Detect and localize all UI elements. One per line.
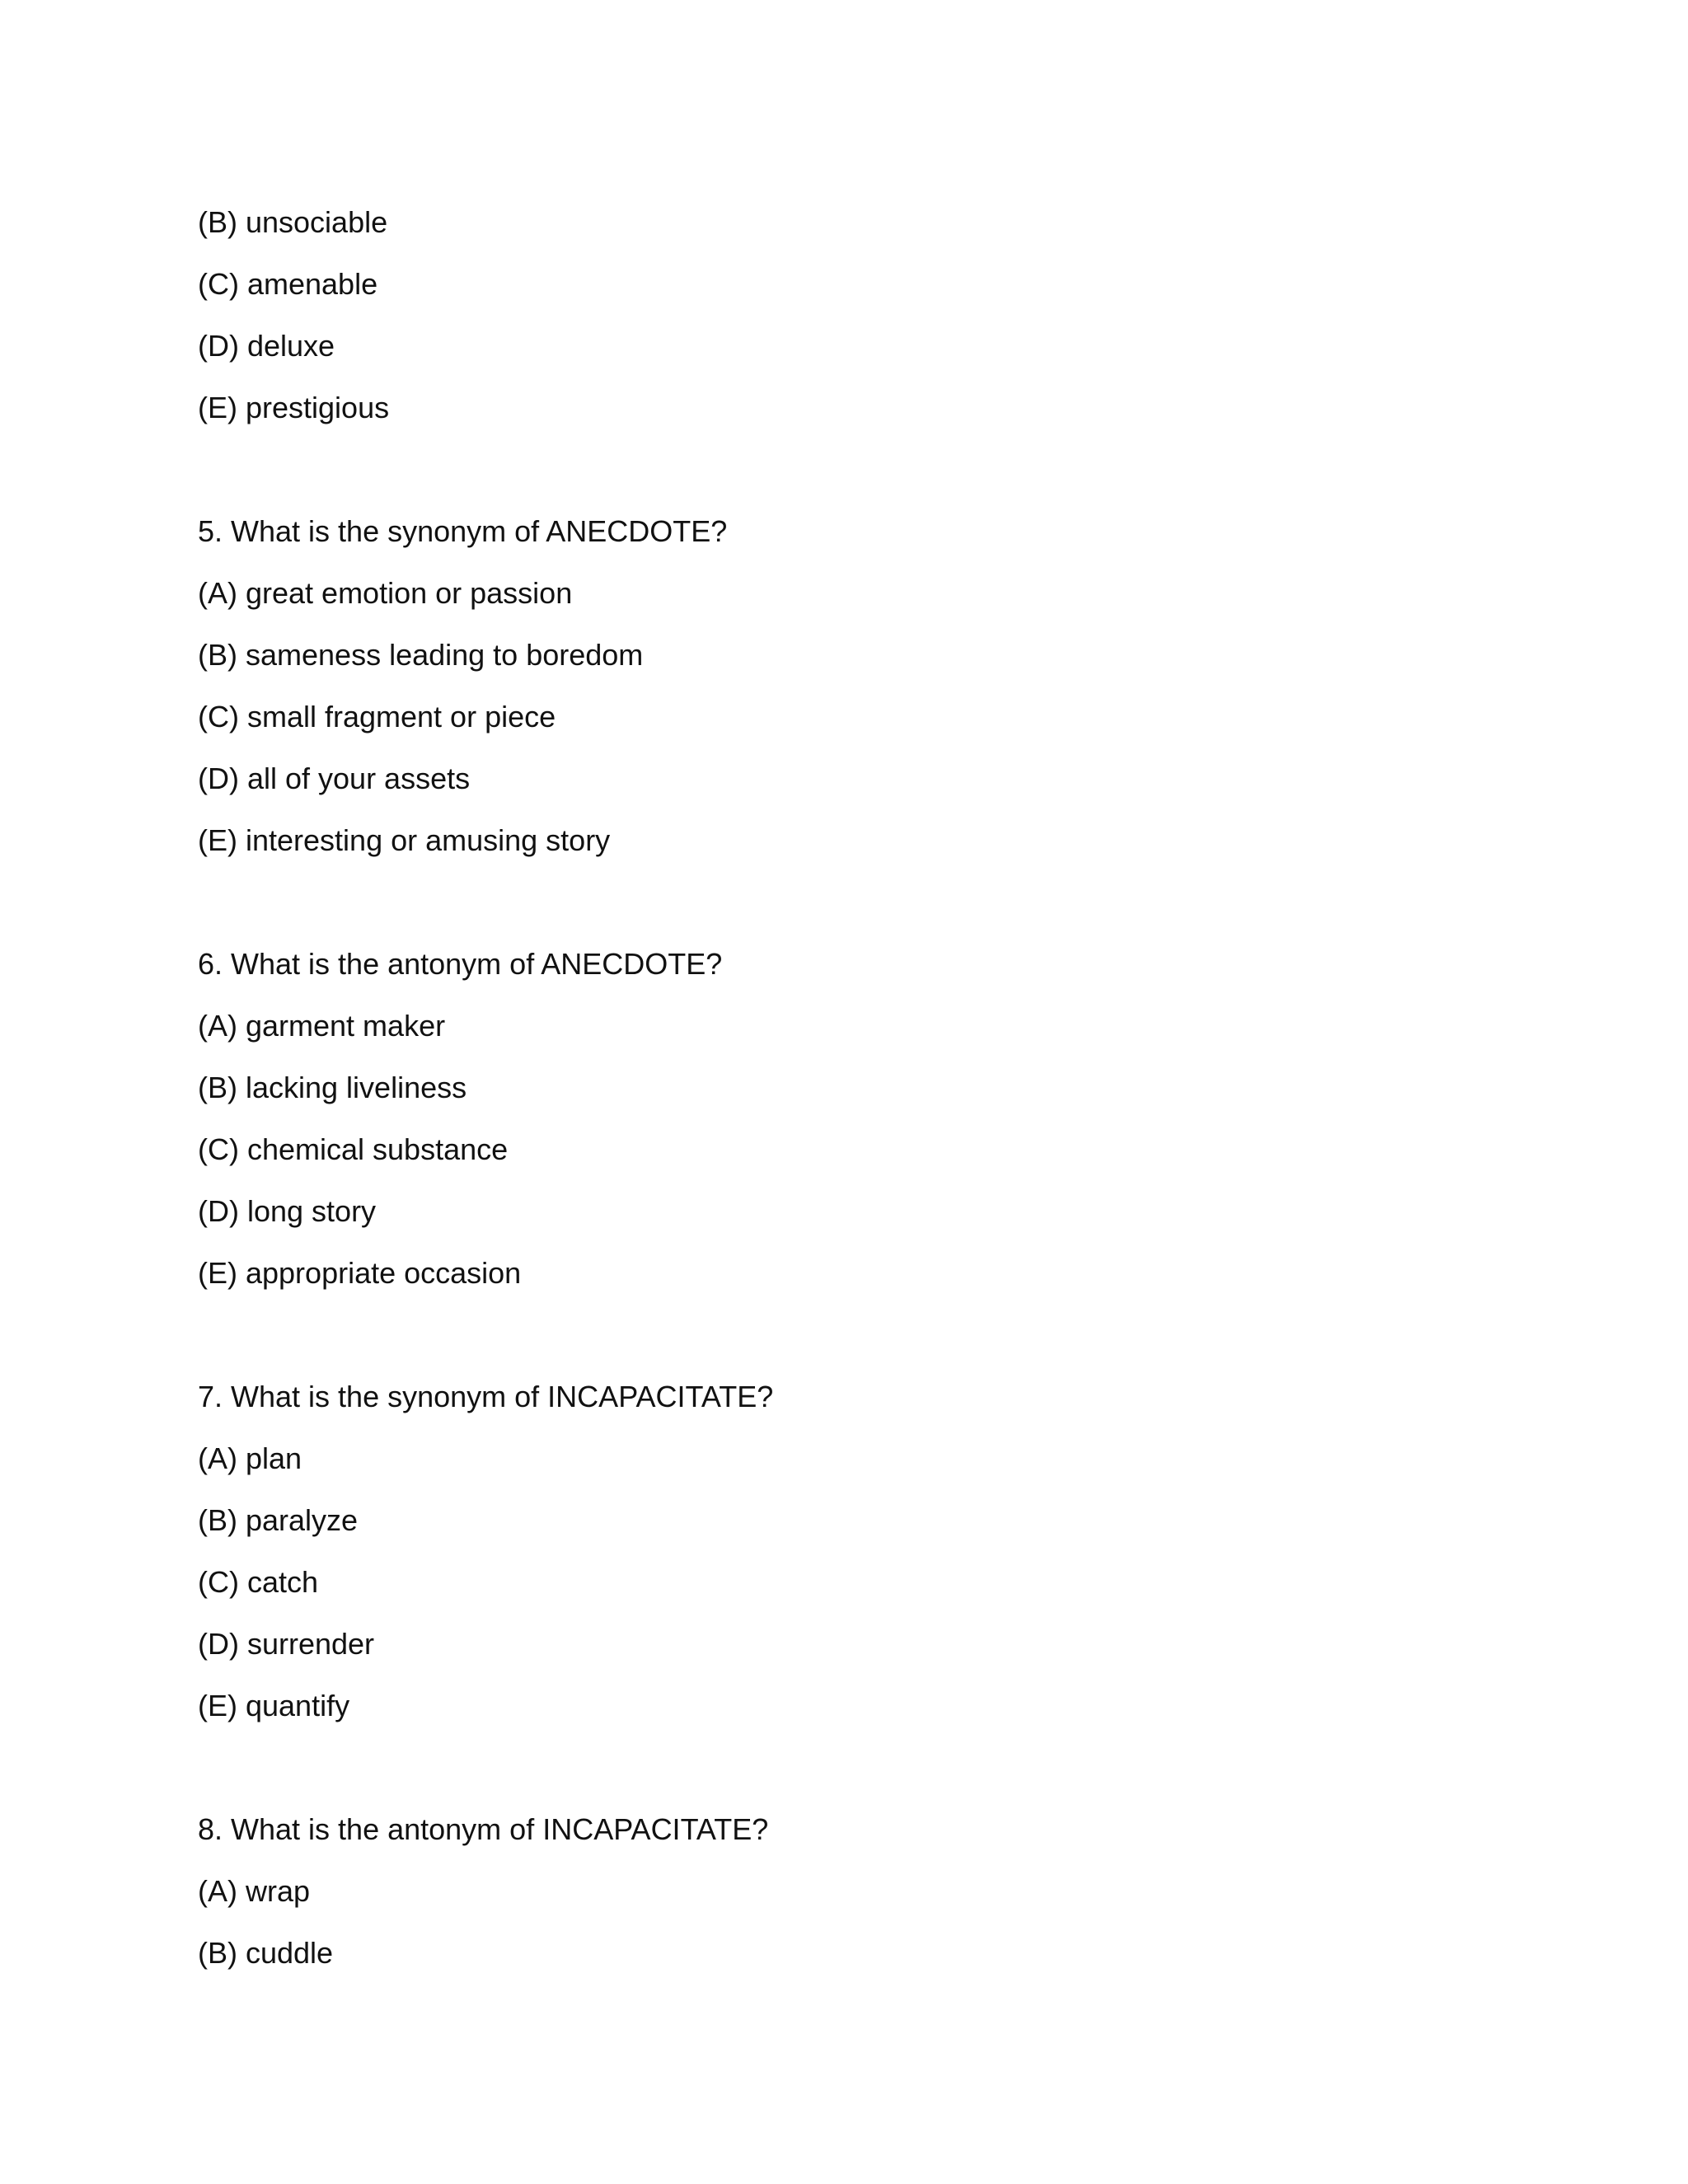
- option-6a: (A) garment maker: [198, 1009, 446, 1043]
- option-8a: (A) wrap: [198, 1874, 311, 1908]
- spacer: [198, 438, 1484, 500]
- spacer: [198, 871, 1484, 933]
- spacer: [198, 1304, 1484, 1366]
- option-4d: (D) deluxe: [198, 329, 335, 363]
- option-4e: (E) prestigious: [198, 391, 390, 424]
- option-4c: (C) amenable: [198, 267, 378, 301]
- option-7a: (A) plan: [198, 1441, 302, 1475]
- question-4-continued: [198, 191, 1484, 438]
- option-5d: (D) all of your assets: [198, 762, 471, 795]
- option-7e: (E) quantify: [198, 1689, 350, 1722]
- option-5c: (C) small fragment or piece: [198, 700, 556, 733]
- question-5: [198, 500, 1484, 871]
- quiz-content: [198, 191, 1484, 1984]
- question-8-text: 8. What is the antonym of INCAPACITATE?: [198, 1812, 769, 1846]
- option-8b: (B) cuddle: [198, 1936, 334, 1970]
- question-8: [198, 1798, 1484, 1984]
- question-7-text: 7. What is the synonym of INCAPACITATE?: [198, 1380, 774, 1413]
- option-7c: (C) catch: [198, 1565, 319, 1599]
- question-6-text: 6. What is the antonym of ANECDOTE?: [198, 947, 723, 981]
- spacer: [198, 1736, 1484, 1798]
- option-6e: (E) appropriate occasion: [198, 1256, 522, 1290]
- option-6b: (B) lacking liveliness: [198, 1071, 467, 1104]
- option-5a: (A) great emotion or passion: [198, 576, 573, 610]
- option-6d: (D) long story: [198, 1194, 377, 1228]
- option-6c: (C) chemical substance: [198, 1132, 509, 1166]
- option-4b: (B) unsociable: [198, 205, 388, 239]
- option-5e: (E) interesting or amusing story: [198, 823, 611, 857]
- option-7b: (B) paralyze: [198, 1503, 359, 1537]
- option-7d: (D) surrender: [198, 1627, 375, 1661]
- option-5b: (B) sameness leading to boredom: [198, 638, 644, 672]
- question-7: [198, 1366, 1484, 1736]
- question-6: [198, 933, 1484, 1304]
- question-5-text: 5. What is the synonym of ANECDOTE?: [198, 514, 728, 548]
